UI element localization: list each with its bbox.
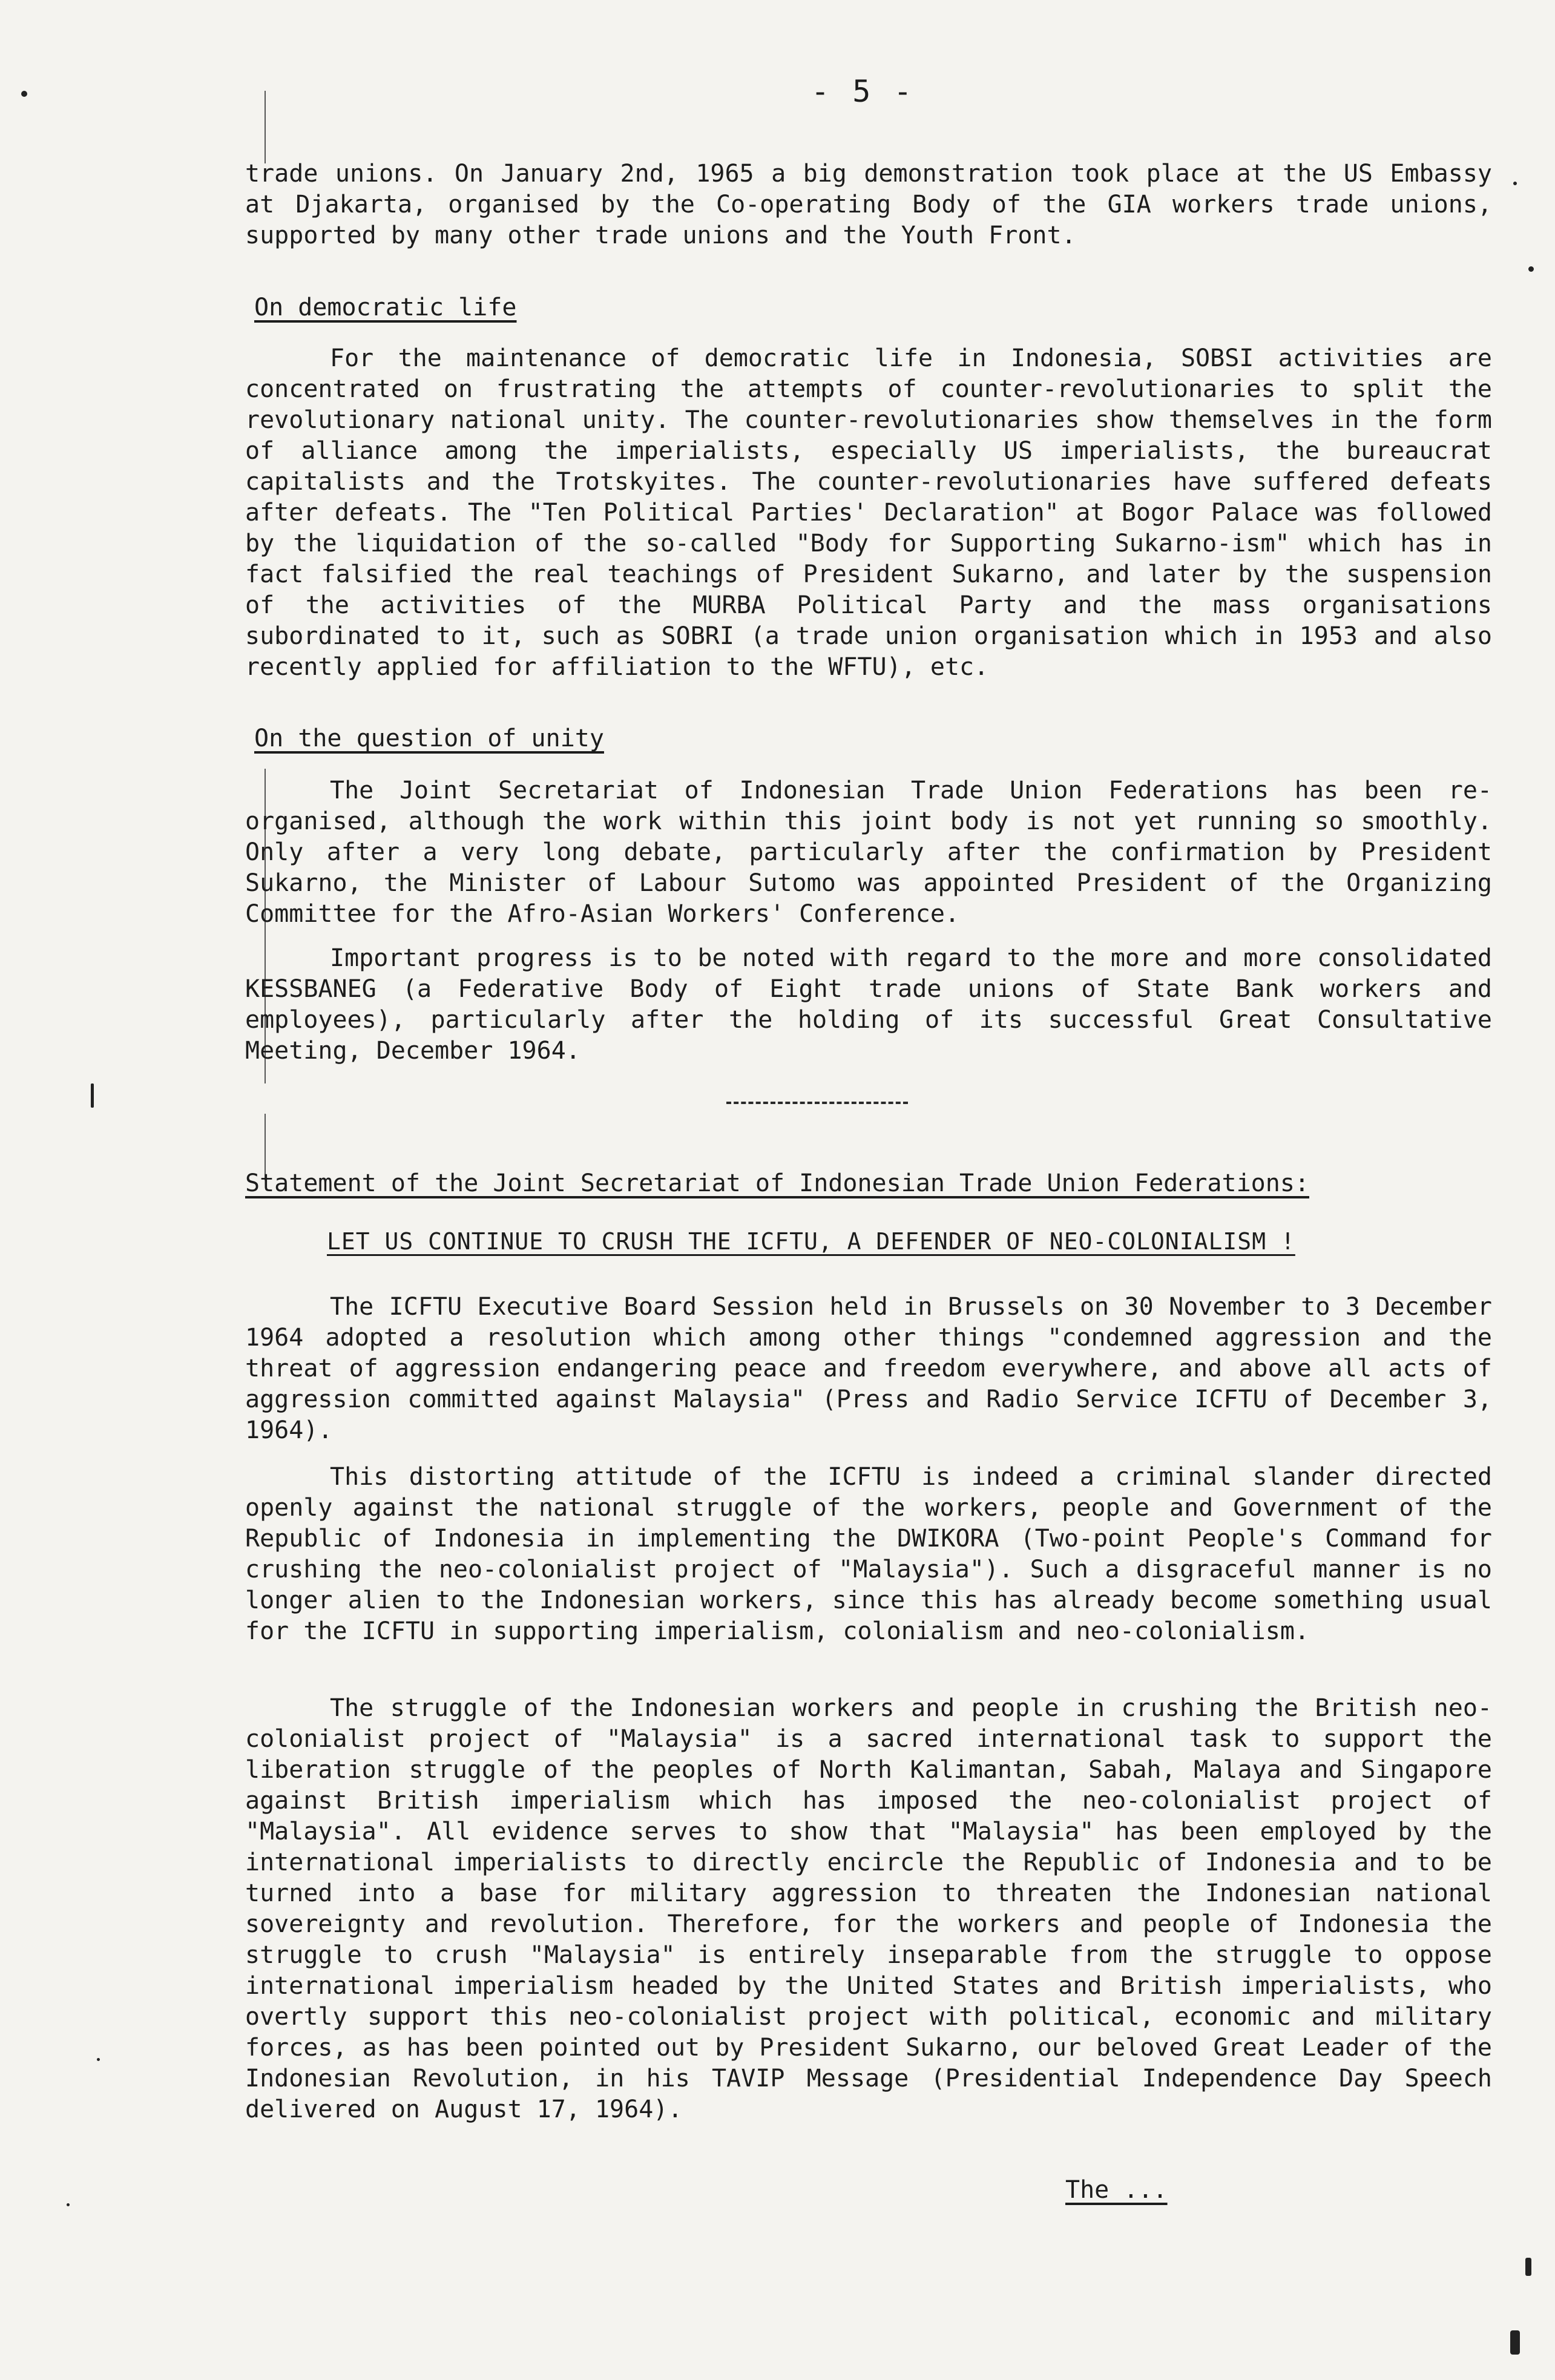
scan-speck <box>97 2058 100 2061</box>
scan-speck <box>21 91 27 97</box>
scan-speck <box>1525 2258 1531 2276</box>
statement-title: LET US CONTINUE TO CRUSH THE ICFTU, A DEFENDER OF NEO-COLONIALISM ! <box>327 1228 1295 1255</box>
scan-speck <box>67 2203 70 2206</box>
unity-paragraph-2: Important progress is to be noted with regard to the more and more consolidated KESSBANEG (a Federative Body of Eight trade unions of State Bank workers and employees), particularly after the holding of its successful Great Consultative Meeting, December 1964. <box>245 944 1492 1065</box>
margin-line <box>265 91 266 163</box>
scan-speck <box>1513 182 1517 185</box>
statement-paragraph-3: The struggle of the Indonesian workers and people in crushing the British neo-colonialist project of "Malaysia" is a sacred international task to support the liberation struggle of the peoples of North Kalimantan, Sabah, Malaya and Singapore against British imperialism which has imposed the neo-colonialist project of "Malaysia". All evidence serves to show that "Malaysia" has been employed by the international imperialists to directly encircle the Republic of Indonesia and to be turned into a base for military aggression to threaten the Indonesian national sovereignty and revolution. Therefore, for the workers and people of Indonesia the struggle to crush "Malaysia" is entirely inseparable from the struggle to oppose international imperialism headed by the United States and British imperialists, who overtly support this neo-colonialist project with political, economic and military forces, as has been pointed out by President Sukarno, our beloved Great Leader of the Indonesian Revolution, in his TAVIP Message (Presidential Independence Day Speech delivered on August 17, 1964). <box>245 1694 1492 2123</box>
scan-speck <box>1510 2330 1520 2355</box>
intro-paragraph: trade unions. On January 2nd, 1965 a big demonstration took place at the US Embassy at Djakarta, organised by the Co-operating Body of the GIA workers trade unions, supported by many other trade unions and the Youth Front. <box>245 160 1492 249</box>
statement-paragraph-1: The ICFTU Executive Board Session held in Brussels on 30 November to 3 December 1964 adopted a resolution which among other things "condemned aggression and the threat of aggression endangering peace and freedom everywhere, and above all acts of aggression committed against Malaysia" (Press and Radio Service ICFTU of December 3, 1964). <box>245 1293 1492 1444</box>
scan-speck <box>1528 266 1534 272</box>
scan-speck <box>91 1083 94 1108</box>
section-heading-unity: On the question of unity <box>254 725 604 752</box>
unity-paragraph-1: The Joint Secretariat of Indonesian Trade Union Federations has been re-organised, although the work within this joint body is not yet running so smoothly. Only after a very long debate, particularly after the confirmation by President Sukarno, the Minister of Labour Sutomo was appointed President of the Organizing Committee for the Afro-Asian Workers' Conference. <box>245 777 1492 928</box>
statement-heading: Statement of the Joint Secretariat of Indonesian Trade Union Federations: <box>245 1169 1309 1197</box>
statement-paragraph-2: This distorting attitude of the ICFTU is indeed a criminal slander directed openly against the national struggle of the workers, people and Government of the Republic of Indonesia in implementing the DWIKORA (Two-point People's Command for crushing the neo-colonialist project of "Malaysia"). Such a disgraceful manner is no longer alien to the Indonesian workers, since this has already become something usual for the ICFTU in supporting imperialism, colonialism and neo-colonialism. <box>245 1463 1492 1645</box>
section-separator <box>726 1102 908 1104</box>
page-number: - 5 - <box>811 74 915 109</box>
democratic-life-paragraph: For the maintenance of democratic life in Indonesia, SOBSI activities are concentrated on frustrating the attempts of counter-revolutionaries to split the revolutionary national unity. The counter-revolutionaries show themselves in the form of alliance among the imperialists, especially US imperialists, the bureaucrat capitalists and the Trotskyites. The counter-revolutionaries have suffered defeats after defeats. The "Ten Political Parties' Declaration" at Bogor Palace was followed by the liquidation of the so-called "Body for Supporting Sukarno-ism" which has in fact falsified the real teachings of President Sukarno, and later by the suspension of the activities of the MURBA Political Party and the mass organisations subordinated to it, such as SOBRI (a trade union organisation which in 1953 and also recently applied for affiliation to the WFTU), etc. <box>245 344 1492 681</box>
continuation-marker: The ... <box>1065 2176 1168 2204</box>
section-heading-democratic-life: On democratic life <box>254 294 517 321</box>
